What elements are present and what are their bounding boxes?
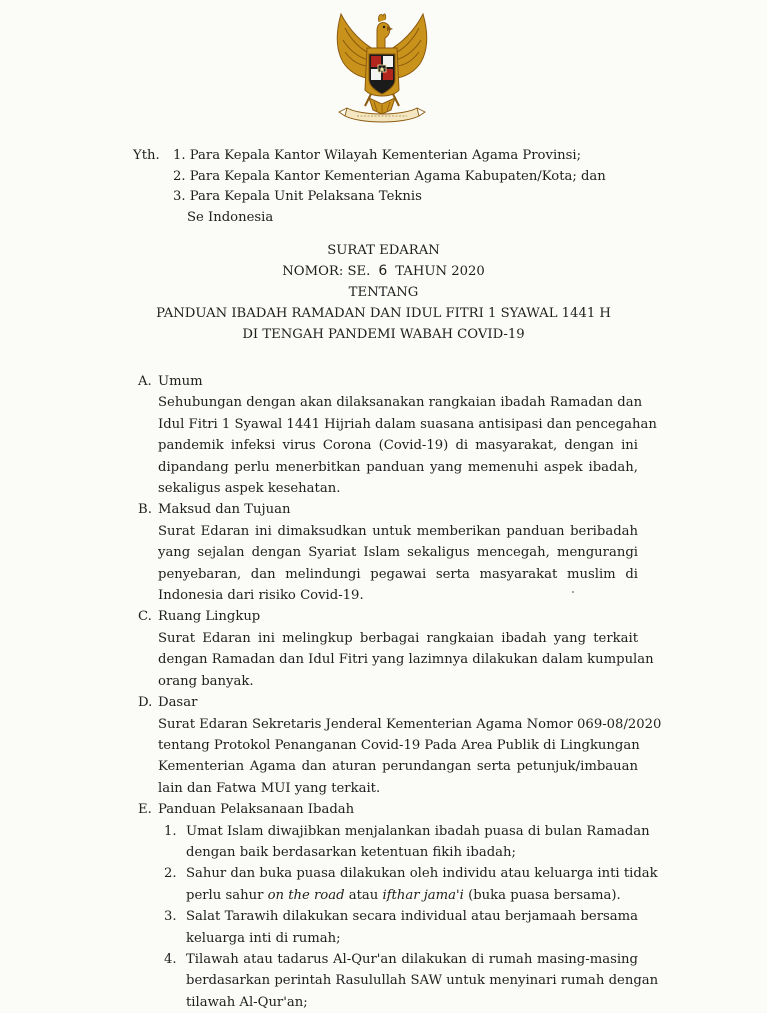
scan-speck xyxy=(572,591,574,593)
section-heading-d: D. Dasar xyxy=(138,695,198,711)
recipient-item: 2. Para Kepala Kantor Kementerian Agama Kabupaten/Kota; dan xyxy=(173,168,606,184)
section-paragraph-b: Surat Edaran ini dimaksudkan untuk memberikan panduan beribadah yang sejalan dengan Syariat Islam sekaligus mencegah, mengurangi penyebaran, dan melindungi pegawai serta masyarakat muslim di Indonesia dari risiko Covid-19. xyxy=(158,523,638,604)
heading-subject-line2: DI TENGAH PANDEMI WABAH COVID-19 xyxy=(242,327,525,342)
heading-about: TENTANG xyxy=(348,285,419,300)
section-paragraph-a: Sehubungan dengan akan dilaksanakan rangkaian ibadah Ramadan dan Idul Fitri 1 Syawal 1441 Hijriah dalam suasana antisipasi dan pencegahan pandemik infeksi virus Corona (Covid-19) di masyarakat, dengan ini dipandang perlu menerbitkan panduan yang memenuhi aspek ibadah, sekaligus aspek kesehatan. xyxy=(158,395,657,497)
handwritten-number: 6 xyxy=(378,263,388,279)
section-paragraph-d: Surat Edaran Sekretaris Jenderal Kementerian Agama Nomor 069-08/2020 tentang Protokol Penanganan Covid-19 Pada Area Publik di Lingkungan Kementerian Agama dan aturan perundangan serta petunjuk/imbauan lain dan Fatwa MUI yang terkait. xyxy=(158,716,662,796)
recipient-scope: Se Indonesia xyxy=(187,209,274,225)
salutation: Yth. xyxy=(133,148,160,163)
heading-number: NOMOR: SE. 6 TAHUN 2020 xyxy=(282,263,485,279)
section-heading-c: C. Ruang Lingkup xyxy=(138,609,261,625)
list-item: 1. Umat Islam diwajibkan menjalankan ibadah puasa di bulan Ramadan dengan baik berdasarkan ketentuan fikih ibadah; xyxy=(164,823,650,860)
letter-body xyxy=(138,371,662,1013)
recipient-item: 3. Para Kepala Unit Pelaksana Teknis xyxy=(173,189,422,204)
guidance-list xyxy=(138,821,659,1013)
heading-type: SURAT EDARAN xyxy=(327,243,440,258)
section-heading-a: A. Umum xyxy=(138,374,203,389)
section-paragraph-c: Surat Edaran ini melingkup berbagai rangkaian ibadah yang terkait dengan Ramadan dan Idul Fitri yang lazimnya dilakukan dalam kumpulan orang banyak. xyxy=(158,630,654,689)
heading-subject-line1: PANDUAN IBADAH RAMADAN DAN IDUL FITRI 1 SYAWAL 1441 H xyxy=(156,306,611,321)
section-heading-e: E. Panduan Pelaksanaan Ibadah xyxy=(138,802,355,818)
recipient-item: 1. Para Kepala Kantor Wilayah Kementerian Agama Provinsi; xyxy=(173,148,582,163)
list-item: 3. Salat Tarawih dilakukan secara individual atau berjamaah bersama keluarga inti di rumah; xyxy=(164,909,638,946)
list-item: 4. Tilawah atau tadarus Al-Qur'an dilakukan di rumah masing-masing berdasarkan perintah Rasulullah SAW untuk menyinari rumah dengan tilawah Al-Qur'an; xyxy=(164,951,659,1010)
letter-heading xyxy=(0,240,767,345)
garuda-pancasila-emblem xyxy=(327,10,437,132)
list-item: 2. Sahur dan buka puasa dilakukan oleh individu atau keluarga inti tidak perlu sahur on the road atau ifthar jama'i (buka puasa bersama). xyxy=(164,866,658,903)
section-heading-b: B. Maksud dan Tujuan xyxy=(138,502,291,518)
recipient-list xyxy=(173,146,673,228)
